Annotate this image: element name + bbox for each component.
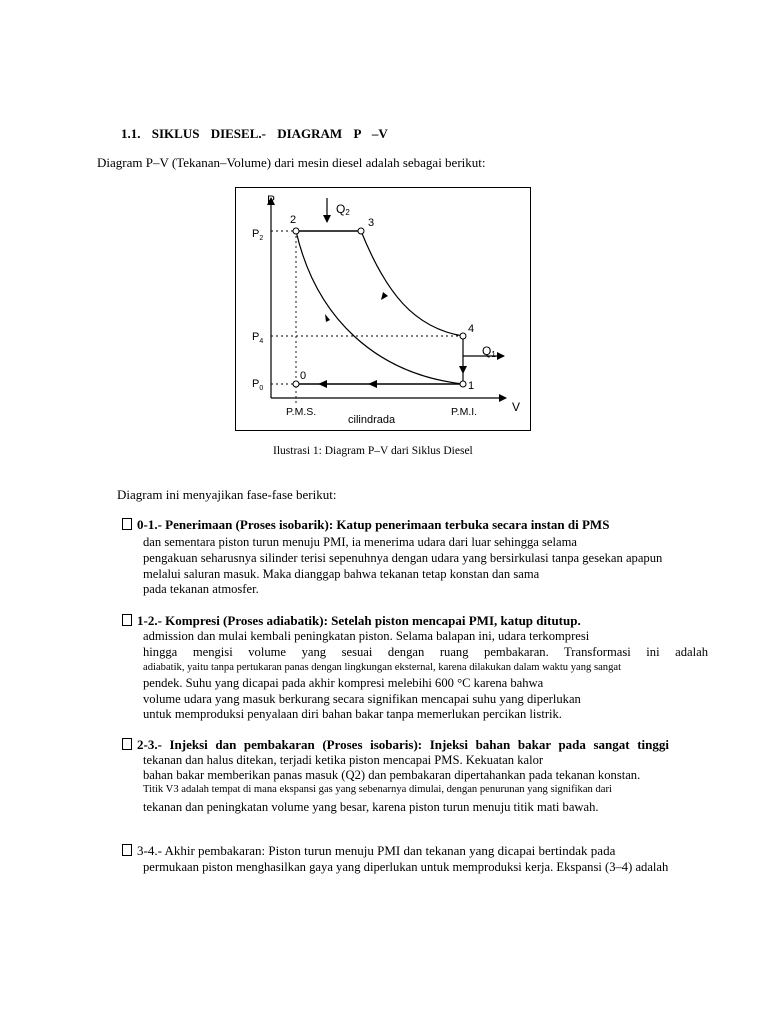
phase-0-1-line: dan sementara piston turun menuju PMI, ia menerima udara dari luar sehingga selama <box>143 535 577 549</box>
state-point-2 <box>293 228 299 234</box>
state-point-3 <box>358 228 364 234</box>
bullet-box-icon <box>122 844 132 856</box>
phase-3-4-title: 3-4.- Akhir pembakaran: Piston turun menuju PMI dan tekanan yang dicapai bertindak pada <box>122 843 615 859</box>
point-1-label: 1 <box>468 380 475 392</box>
section-heading: 1.1. SIKLUS DIESEL.- DIAGRAM P –V <box>121 126 388 141</box>
pms-label: P.M.S. <box>286 406 317 418</box>
p0-label: $P_0$ <box>252 378 264 392</box>
bullet-box-icon <box>122 738 132 750</box>
phase-0-1-title: 0-1.- Penerimaan (Proses isobarik): Katup penerimaan terbuka secara instan di PMS <box>122 517 609 533</box>
point-2-label: 2 <box>290 214 297 226</box>
v-axis-label: V <box>512 400 521 414</box>
point-4-label: 4 <box>468 323 475 335</box>
p4-label: $P_4$ <box>252 331 264 345</box>
phase-0-1-line: pengakuan seharusnya silinder terisi sepenuhnya dengan udara yang bersirkulasi tanpa gesekan apapun <box>143 551 663 565</box>
phase-2-3-line: tekanan dan halus ditekan, terjadi ketika piston mencapai PMS. Kekuatan kalor <box>143 753 544 767</box>
phase-1-2-line: pendek. Suhu yang dicapai pada akhir kompresi melebihi 600 °C karena bahwa <box>143 676 544 690</box>
phase-3-4-line: permukaan piston menghasilkan gaya yang diperlukan untuk memproduksi kerja. Ekspansi (3–4) adalah <box>143 860 669 874</box>
process-3-4 <box>361 231 463 336</box>
q1-label: Q1 <box>482 344 496 359</box>
process-1-2 <box>296 231 463 384</box>
figure-caption: Ilustrasi 1: Diagram P–V dari Siklus Diesel <box>273 445 473 457</box>
arrow-1-0-left <box>318 380 327 388</box>
phase-2-3-title: 2-3.- Injeksi dan pembakaran (Proses isobaris): Injeksi bahan bakar pada sangat tinggi <box>122 737 669 753</box>
lead-text: Diagram ini menyajikan fase-fase berikut: <box>117 487 337 502</box>
bullet-box-icon <box>122 614 132 626</box>
pv-diagram <box>236 188 532 432</box>
phase-2-3-line: Titik V3 adalah tempat di mana ekspansi gas yang sebenarnya dimulai, dengan penurunan yang signifikan dari <box>143 784 612 795</box>
p2-label: $P_2$ <box>252 228 264 242</box>
state-point-1 <box>460 381 466 387</box>
phase-1-2-line: volume udara yang masuk berkurang secara signifikan mencapai suhu yang diperlukan <box>143 692 581 706</box>
cilindrada-label: cilindrada <box>348 414 396 426</box>
phase-1-2-line: hingga mengisi volume yang sesuai dengan ruang pembakaran. Transformasi ini adalah <box>143 645 708 659</box>
phase-0-1-line: pada tekanan atmosfer. <box>143 582 259 596</box>
bullet-box-icon <box>122 518 132 530</box>
point-3-label: 3 <box>368 217 375 229</box>
phase-1-2-line: adiabatik, yaitu tanpa pertukaran panas dengan lingkungan eksternal, karena dilakukan dalam waktu yang sangat <box>143 662 622 673</box>
intro-text: Diagram P–V (Tekanan–Volume) dari mesin diesel adalah sebagai berikut: <box>97 155 486 170</box>
pmi-label: P.M.I. <box>451 406 478 418</box>
point-0-label: 0 <box>300 370 307 382</box>
arrow-1-0-mid <box>368 380 377 388</box>
phase-1-2-line: admission dan mulai kembali peningkatan piston. Selama balapan ini, udara terkompresi <box>143 629 590 643</box>
phase-1-2-title: 1-2.- Kompresi (Proses adiabatik): Setelah piston mencapai PMI, katup ditutup. <box>122 613 581 629</box>
phase-2-3-line: tekanan dan peningkatan volume yang besar, karena piston turun menuju titik mati bawah. <box>143 800 599 814</box>
arrow-4-1 <box>459 366 467 374</box>
state-point-4 <box>460 333 466 339</box>
phase-1-2-line: untuk memproduksi penyalaan diri bahan bakar tanpa memerlukan percikan listrik. <box>143 707 562 721</box>
q2-label: Q2 <box>336 202 350 217</box>
phase-2-3-line: bahan bakar memberikan panas masuk (Q2) dan pembakaran dipertahankan pada tekanan konstan. <box>143 768 641 782</box>
pv-diagram-figure <box>235 187 531 431</box>
phase-0-1-line: melalui saluran masuk. Maka dianggap bahwa tekanan tetap konstan dan sama <box>143 567 540 581</box>
arrow-1-2 <box>325 314 330 322</box>
state-point-0 <box>293 381 299 387</box>
arrow-3-4 <box>381 292 388 300</box>
p-axis-label: P <box>267 193 276 207</box>
